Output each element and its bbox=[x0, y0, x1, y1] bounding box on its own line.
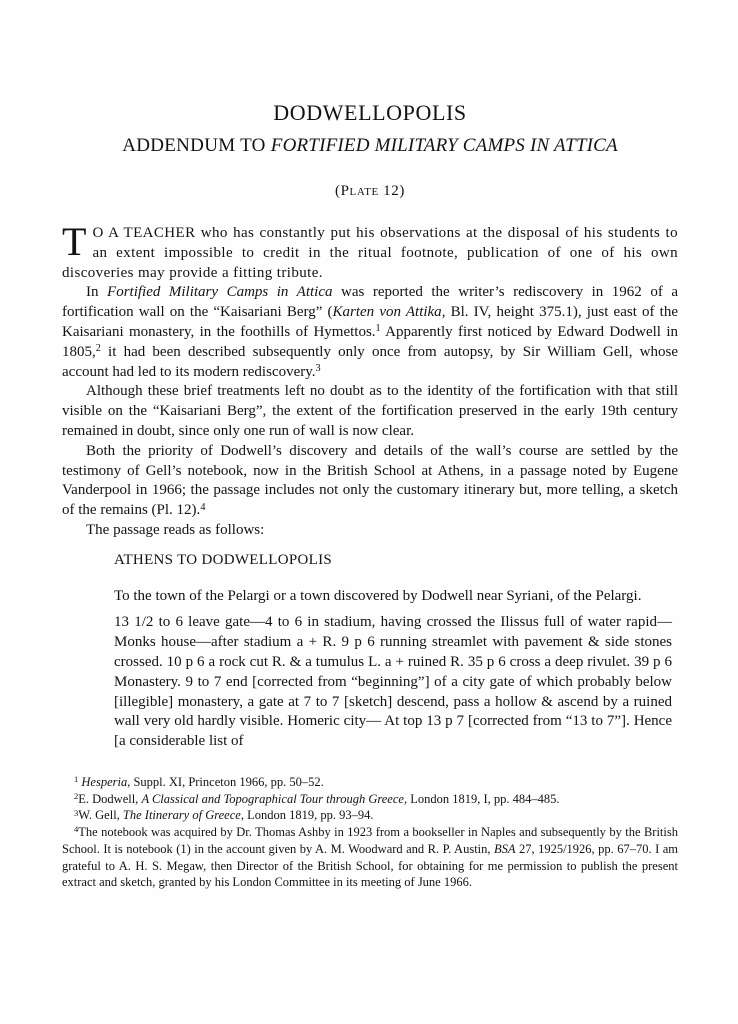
footnote-4: $^4$The notebook was acquired by Dr. Thomas Ashby in 1923 from a bookseller in Naples and subsequently by the British School. It is notebook (1) in the account given by A. M. Woodward and R. P. Austin, BSA 27, 1925/1926, pp. 67–70. I am grateful to A. H. S. Megaw, then Director of the British School, for obtaining for me permission to publish the present extract and sketch, granted by his London Committee in its meeting of June 1966. bbox=[62, 824, 678, 890]
footnotes bbox=[62, 774, 678, 891]
paper-title: DODWELLOPOLIS bbox=[273, 100, 467, 125]
paragraph-1-text: O A TEACHER who has constantly put his observations at the disposal of his students to an extent impossible to credit in the ritual footnote, publication of one of his own discoveries may provide a fitting tribute. bbox=[62, 225, 678, 281]
footnote-3: $^3$W. Gell, The Itinerary of Greece, London 1819, pp. 93–94. bbox=[74, 807, 374, 823]
plate-label bbox=[62, 183, 678, 200]
paper-head bbox=[62, 100, 678, 200]
paper-subtitle bbox=[62, 135, 678, 157]
footnote-1: $^1$ Hesperia, Suppl. XI, Princeton 1966, pp. 50–52. bbox=[74, 774, 324, 789]
passage-paragraph-1: To the town of the Pelargi or a town discovered by Dodwell near Syriani, of the Pelargi. bbox=[114, 587, 642, 604]
paragraph-4: Both the priority of Dodwell’s discovery and details of the wall’s course are settled by the testimony of Gell’s notebook, now in the British School at Athens, in a passage noted by Eugene Vanderpool in 1966; the passage includes not only the customary itinerary but, more telling, a sketch of the remains (Pl. 12).$^4$ bbox=[62, 442, 678, 519]
footnote-2: $^2$E. Dodwell, A Classical and Topographical Tour through Greece, London 1819, I, pp. 484–485. bbox=[74, 790, 560, 806]
article-body bbox=[62, 219, 679, 752]
subtitle-work-title: FORTIFIED MILITARY CAMPS IN ATTICA bbox=[270, 135, 618, 156]
paragraph-1 bbox=[62, 219, 678, 283]
quoted-passage bbox=[114, 551, 672, 752]
passage-heading: ATHENS TO DODWELLOPOLIS bbox=[114, 551, 333, 568]
subtitle-prefix: ADDENDUM TO bbox=[122, 135, 271, 156]
plate-text: (Plate 12) bbox=[335, 183, 405, 199]
passage-paragraph-2: 13 1/2 to 6 leave gate—4 to 6 in stadium, having crossed the Ilissus full of water rapid—Monks house—after stadium a + R. 9 p 6 running streamlet with pavement & side stones crossed. 10 p 6 a rock cut R. & a tumulus L. a + ruined R. 35 p 6 cross a deep rivulet. 39 p 6 Monastery. 9 to 7 end [corrected from “beginning”] of a city gate of which probably below [illegible] monastery, a gate at 7 to 7 [sketch] descend, pass a hollow & ascend by a ruined wall very old hardly visible. Homeric city— At top 13 p 7 [corrected from “13 to 7”]. Hence [a considerable list of bbox=[114, 614, 672, 750]
paragraph-3: Although these brief treatments left no doubt as to the identity of the fortification with that still visible on the “Kaisariani Berg”, the extent of the fortification preserved in the early 19th century remained in doubt, since only one run of wall is now clear. bbox=[62, 383, 678, 439]
paragraph-5: The passage reads as follows: bbox=[86, 521, 265, 538]
paragraph-2: In Fortified Military Camps in Attica was reported the writer’s rediscovery in 1962 of a fortification wall on the “Kaisariani Berg” (Karten von Attika, Bl. IV, height 375.1), just east of the Kaisariani monastery, in the foothills of Hymettos.$^1$ Apparently first noticed by Edward Dodwell in 1805,$^2$ it had been described subsequently only once from autopsy, by Sir William Gell, whose account had led to its modern rediscovery.$^3$ bbox=[62, 284, 679, 380]
drop-cap: T bbox=[62, 219, 87, 264]
